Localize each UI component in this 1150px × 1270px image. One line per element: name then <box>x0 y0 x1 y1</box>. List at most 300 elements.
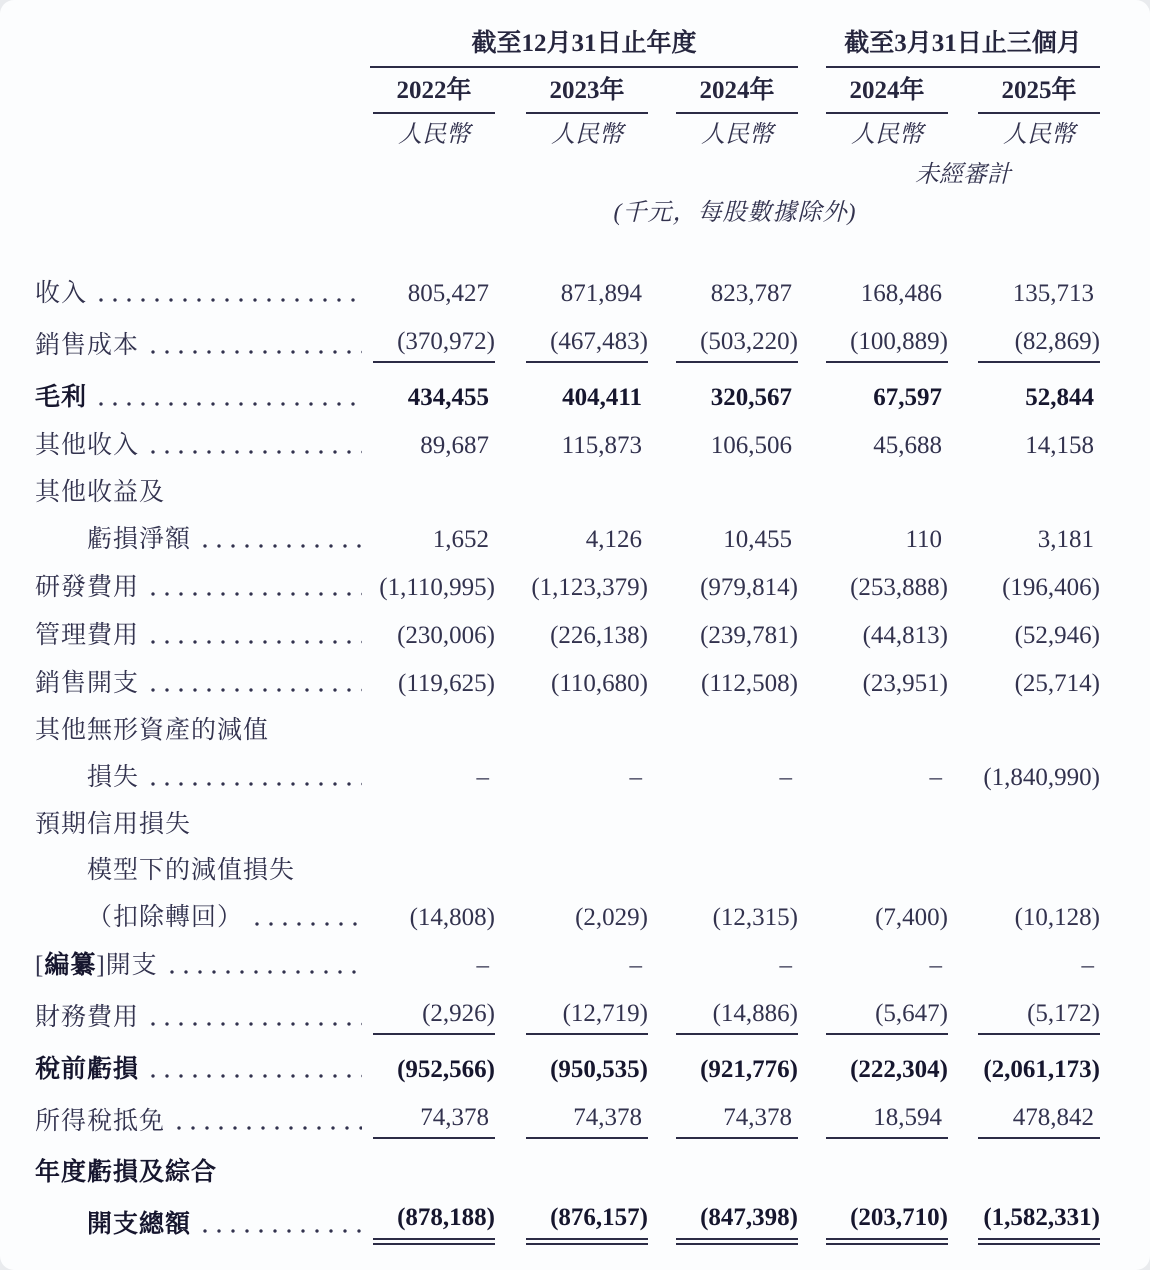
value-box <box>826 281 948 307</box>
value: (878,188) <box>397 1204 495 1232</box>
value: – <box>629 763 642 791</box>
dot-leader <box>203 1229 362 1233</box>
value-cell <box>798 894 948 942</box>
value-box <box>826 575 948 601</box>
row-label: 所得稅抵免 <box>35 1107 166 1135</box>
value: (14,886) <box>712 999 799 1027</box>
value-cell <box>948 564 1100 612</box>
value-cell <box>495 1046 648 1094</box>
row-label: 稅前虧損 <box>35 1055 140 1083</box>
value: (230,006) <box>397 621 495 649</box>
value: (112,508) <box>701 669 799 697</box>
table-row <box>35 802 1100 848</box>
value: – <box>779 951 793 979</box>
value: (44,813) <box>862 621 949 649</box>
table-row <box>35 848 1100 894</box>
value-cell <box>370 516 495 564</box>
unaudited-label: 未經審計 <box>915 162 1012 189</box>
value-box <box>373 765 495 791</box>
row-label-line <box>35 333 370 359</box>
value-cell <box>648 270 798 318</box>
value-cell <box>798 942 948 990</box>
value-box <box>676 385 798 411</box>
row-label-cell <box>35 708 370 754</box>
row-label-cell <box>35 660 370 708</box>
empty-cell <box>370 158 798 194</box>
value-box <box>373 953 495 979</box>
value: 135,713 <box>1012 279 1095 307</box>
value-box <box>826 1057 948 1083</box>
value-box <box>826 1205 948 1244</box>
annual-group-cell <box>370 18 798 68</box>
value-cell <box>370 374 495 422</box>
value-cell <box>948 1046 1100 1094</box>
dot-leader <box>151 1022 362 1026</box>
value-cell <box>948 660 1100 708</box>
value-cell <box>495 1150 648 1196</box>
value-box <box>373 1057 495 1083</box>
row-label-line <box>35 385 370 411</box>
value: (222,304) <box>850 1055 949 1083</box>
value-cell <box>948 990 1100 1046</box>
value-cell <box>370 1196 495 1254</box>
value-cell <box>948 270 1100 318</box>
year-header: 2023年 <box>526 78 648 114</box>
value-cell <box>370 1150 495 1196</box>
row-label: （扣除轉回） <box>87 903 244 931</box>
row-label: 其他收益及 <box>35 478 166 506</box>
value: (253,888) <box>850 573 949 601</box>
value: 320,567 <box>710 383 793 411</box>
currency-label: 人民幣 <box>701 122 774 149</box>
value: (847,398) <box>700 1204 799 1232</box>
value: (467,483) <box>550 327 648 355</box>
row-label-line <box>35 1109 370 1135</box>
value: (110,680) <box>551 669 648 697</box>
value-box <box>978 623 1100 649</box>
value-cell <box>370 708 495 754</box>
value-cell <box>370 660 495 708</box>
value: 115,873 <box>561 431 642 459</box>
value: (10,128) <box>1014 903 1101 931</box>
row-label: 預期信用損失 <box>35 810 192 838</box>
value-cell <box>798 612 948 660</box>
row-label-cell <box>35 754 370 802</box>
row-label-line <box>35 765 370 791</box>
row-label-line <box>35 281 370 307</box>
value: 18,594 <box>873 1103 943 1131</box>
currency-header-row <box>35 114 1100 158</box>
col-group-quarter: 截至3月31日止三個月 <box>826 31 1100 68</box>
value-box <box>826 623 948 649</box>
value-cell <box>370 318 495 374</box>
value-box <box>826 765 948 791</box>
row-label-line <box>35 858 370 884</box>
value: – <box>629 951 642 979</box>
value-cell <box>370 564 495 612</box>
table-row <box>35 1094 1100 1150</box>
row-label-line <box>35 953 370 979</box>
value: (52,946) <box>1014 621 1101 649</box>
table-row <box>35 612 1100 660</box>
value-cell <box>648 894 798 942</box>
row-label: 研發費用 <box>35 573 140 601</box>
value-cell <box>495 516 648 564</box>
value-cell <box>370 990 495 1046</box>
value-cell <box>948 516 1100 564</box>
value-cell <box>648 848 798 894</box>
currency-label: 人民幣 <box>851 122 924 149</box>
value-box <box>373 671 495 697</box>
value-box <box>373 527 495 553</box>
row-label-cell <box>35 990 370 1046</box>
value: (25,714) <box>1014 669 1101 697</box>
value: (239,781) <box>700 621 799 649</box>
value-box <box>526 671 648 697</box>
value-cell <box>370 848 495 894</box>
value-cell <box>648 564 798 612</box>
row-label-cell <box>35 1150 370 1196</box>
row-label-line <box>35 1057 370 1083</box>
dot-leader <box>177 1126 362 1130</box>
dot-leader <box>99 402 362 406</box>
row-label-line <box>35 527 370 553</box>
table-row <box>35 894 1100 942</box>
table-row <box>35 374 1100 422</box>
value-cell <box>370 270 495 318</box>
row-label-line <box>35 718 370 744</box>
value-box <box>978 1057 1100 1083</box>
value-box <box>826 953 948 979</box>
value-box <box>978 527 1100 553</box>
value-box <box>978 1001 1100 1035</box>
row-label-line <box>35 1160 370 1186</box>
value: 478,842 <box>1012 1103 1095 1131</box>
value-box <box>526 765 648 791</box>
unit-note: (千元，每股數據除外) <box>613 200 857 227</box>
value: 3,181 <box>1037 525 1095 553</box>
value-box <box>676 623 798 649</box>
value-cell <box>495 470 648 516</box>
value-box <box>676 1205 798 1244</box>
value-cell <box>495 1094 648 1150</box>
value: 67,597 <box>873 383 943 411</box>
value: (370,972) <box>397 327 495 355</box>
value-box <box>676 329 798 363</box>
row-label-cell <box>35 470 370 516</box>
table-row <box>35 318 1100 374</box>
value-cell <box>798 660 948 708</box>
value: (12,719) <box>562 999 648 1027</box>
dot-leader <box>203 544 362 548</box>
value-box <box>826 433 948 459</box>
column-group-row <box>35 18 1100 68</box>
value: (921,776) <box>700 1055 799 1083</box>
empty-cell <box>35 114 370 158</box>
value-box <box>676 765 798 791</box>
row-label-cell <box>35 516 370 564</box>
value: (7,400) <box>875 903 949 931</box>
value: (503,220) <box>700 327 799 355</box>
unaudited-row <box>35 158 1100 194</box>
value-cell <box>948 894 1100 942</box>
value-cell <box>798 1196 948 1254</box>
value-cell <box>798 374 948 422</box>
value: (1,582,331) <box>983 1204 1101 1232</box>
value-box <box>526 953 648 979</box>
value-cell <box>798 990 948 1046</box>
value-cell <box>648 516 798 564</box>
value: 14,158 <box>1025 431 1095 459</box>
row-label: 毛利 <box>35 383 88 411</box>
row-label-line <box>35 575 370 601</box>
value-box <box>526 527 648 553</box>
dot-leader <box>255 922 362 926</box>
quarter-group-cell <box>798 18 1100 68</box>
value: 823,787 <box>710 279 793 307</box>
row-label-cell <box>35 270 370 318</box>
value: (952,566) <box>397 1055 495 1083</box>
row-label-line <box>35 1212 370 1238</box>
value-cell <box>495 612 648 660</box>
empty-cell <box>35 158 370 194</box>
value: – <box>476 763 489 791</box>
value-box <box>373 623 495 649</box>
value-cell <box>495 848 648 894</box>
value: (1,840,990) <box>983 763 1101 791</box>
row-label: ]開支 <box>96 951 158 979</box>
year-header: 2024年 <box>826 78 948 114</box>
empty-cell <box>35 18 370 68</box>
row-label: 銷售成本 <box>35 331 140 359</box>
value-box <box>526 433 648 459</box>
value: 404,411 <box>562 383 642 411</box>
dot-leader <box>151 350 362 354</box>
value: (12,315) <box>712 903 799 931</box>
value-cell <box>648 708 798 754</box>
row-label-cell <box>35 942 370 990</box>
value: – <box>1081 951 1095 979</box>
row-label-line <box>35 905 370 931</box>
row-label: 虧損淨額 <box>87 525 192 553</box>
value-cell <box>798 270 948 318</box>
row-label-cell <box>35 1046 370 1094</box>
value-cell <box>798 564 948 612</box>
year-header: 2024年 <box>676 78 798 114</box>
row-label-cell <box>35 422 370 470</box>
value-cell <box>370 802 495 848</box>
row-label-cell <box>35 564 370 612</box>
value: (100,889) <box>850 327 949 355</box>
value-cell <box>948 470 1100 516</box>
value-box <box>978 1105 1100 1139</box>
row-label-cell <box>35 1196 370 1254</box>
table-header <box>35 18 1100 234</box>
value-cell <box>948 1094 1100 1150</box>
table-row <box>35 422 1100 470</box>
value: 106,506 <box>710 431 793 459</box>
value-cell <box>370 894 495 942</box>
financial-table <box>35 18 1100 1254</box>
table-row <box>35 660 1100 708</box>
value-cell <box>648 1094 798 1150</box>
value-box <box>676 575 798 601</box>
table-row <box>35 1046 1100 1094</box>
value: (82,869) <box>1014 327 1101 355</box>
value-box <box>526 1057 648 1083</box>
dot-leader <box>151 782 362 786</box>
year-header: 2025年 <box>978 78 1100 114</box>
value-box <box>676 953 798 979</box>
value-box <box>978 671 1100 697</box>
value: 52,844 <box>1025 383 1095 411</box>
value: 110 <box>905 525 943 553</box>
value-box <box>978 905 1100 931</box>
row-label-line <box>35 433 370 459</box>
value-box <box>526 281 648 307</box>
row-label-line <box>35 623 370 649</box>
value-cell <box>798 754 948 802</box>
value: – <box>929 763 943 791</box>
value-box <box>526 385 648 411</box>
value-cell <box>798 802 948 848</box>
value: 805,427 <box>407 279 489 307</box>
row-label-line <box>35 812 370 838</box>
row-label-line <box>35 671 370 697</box>
value: 74,378 <box>420 1103 489 1131</box>
value-cell <box>495 422 648 470</box>
value: 45,688 <box>873 431 943 459</box>
value: (950,535) <box>550 1055 648 1083</box>
row-label-cell <box>35 894 370 942</box>
value-cell <box>798 318 948 374</box>
value-box <box>526 1105 648 1139</box>
table-row <box>35 516 1100 564</box>
value-box <box>676 527 798 553</box>
value-box <box>676 1057 798 1083</box>
table-row <box>35 1196 1100 1254</box>
dot-leader <box>151 688 362 692</box>
value-box <box>978 329 1100 363</box>
value: (5,647) <box>875 999 949 1027</box>
row-label: 財務費用 <box>35 1003 140 1031</box>
row-label: 編纂 <box>44 951 97 979</box>
value-cell <box>798 1150 948 1196</box>
dot-leader <box>99 298 362 302</box>
value-box <box>526 1001 648 1035</box>
value: (196,406) <box>1002 573 1101 601</box>
value-cell <box>798 1094 948 1150</box>
currency-label: 人民幣 <box>551 122 623 149</box>
value-box <box>373 1205 495 1244</box>
value-cell <box>370 1046 495 1094</box>
year-header-row <box>35 68 1100 114</box>
row-label: 損失 <box>87 763 140 791</box>
value-cell <box>948 318 1100 374</box>
value-box <box>826 1001 948 1035</box>
value-cell <box>798 848 948 894</box>
row-label-cell <box>35 1094 370 1150</box>
row-label-line <box>35 1005 370 1031</box>
value-box <box>676 1001 798 1035</box>
table-row <box>35 990 1100 1046</box>
table-row <box>35 1150 1100 1196</box>
row-label: 年度虧損及綜合 <box>35 1158 218 1186</box>
value: (5,172) <box>1027 999 1101 1027</box>
value-cell <box>495 660 648 708</box>
value: (1,123,379) <box>531 573 648 601</box>
row-label: 其他無形資產的減值 <box>35 716 270 744</box>
dot-leader <box>151 1074 362 1078</box>
value-cell <box>948 1196 1100 1254</box>
value-cell <box>495 1196 648 1254</box>
row-label: 其他收入 <box>35 431 140 459</box>
value: – <box>929 951 943 979</box>
dot-leader <box>151 592 362 596</box>
value-box <box>978 765 1100 791</box>
unit-note-row <box>35 194 1100 234</box>
value-cell <box>370 1094 495 1150</box>
value-cell <box>648 1196 798 1254</box>
value-cell <box>948 422 1100 470</box>
value-box <box>978 953 1100 979</box>
value-box <box>978 575 1100 601</box>
value-box <box>373 905 495 931</box>
value-box <box>676 281 798 307</box>
row-label-cell <box>35 318 370 374</box>
value: 10,455 <box>723 525 793 553</box>
empty-cell <box>35 68 370 114</box>
value: 434,455 <box>407 383 489 411</box>
value-cell <box>948 942 1100 990</box>
value-cell <box>648 660 798 708</box>
value-cell <box>370 422 495 470</box>
value-box <box>526 329 648 363</box>
dot-leader <box>151 640 362 644</box>
value: 1,652 <box>432 525 489 553</box>
value-box <box>373 1001 495 1035</box>
value: 74,378 <box>723 1103 793 1131</box>
value-cell <box>370 942 495 990</box>
value-cell <box>948 754 1100 802</box>
value-cell <box>948 848 1100 894</box>
value-box <box>373 329 495 363</box>
table-row <box>35 564 1100 612</box>
currency-label: 人民幣 <box>398 122 470 149</box>
table-body <box>35 234 1100 1254</box>
value-box <box>978 1205 1100 1244</box>
value-cell <box>648 1150 798 1196</box>
row-label: 收入 <box>35 279 88 307</box>
value: (2,029) <box>575 903 648 931</box>
value-cell <box>798 708 948 754</box>
value: (14,808) <box>409 903 495 931</box>
value-box <box>526 623 648 649</box>
row-label-cell <box>35 612 370 660</box>
value-box <box>826 671 948 697</box>
value: 168,486 <box>860 279 943 307</box>
table-row <box>35 470 1100 516</box>
value-box <box>676 671 798 697</box>
value-cell <box>648 374 798 422</box>
value-cell <box>648 612 798 660</box>
value-cell <box>495 318 648 374</box>
value-cell <box>495 894 648 942</box>
value-box <box>676 1105 798 1139</box>
value-box <box>526 905 648 931</box>
value-cell <box>648 318 798 374</box>
value: (979,814) <box>700 573 799 601</box>
